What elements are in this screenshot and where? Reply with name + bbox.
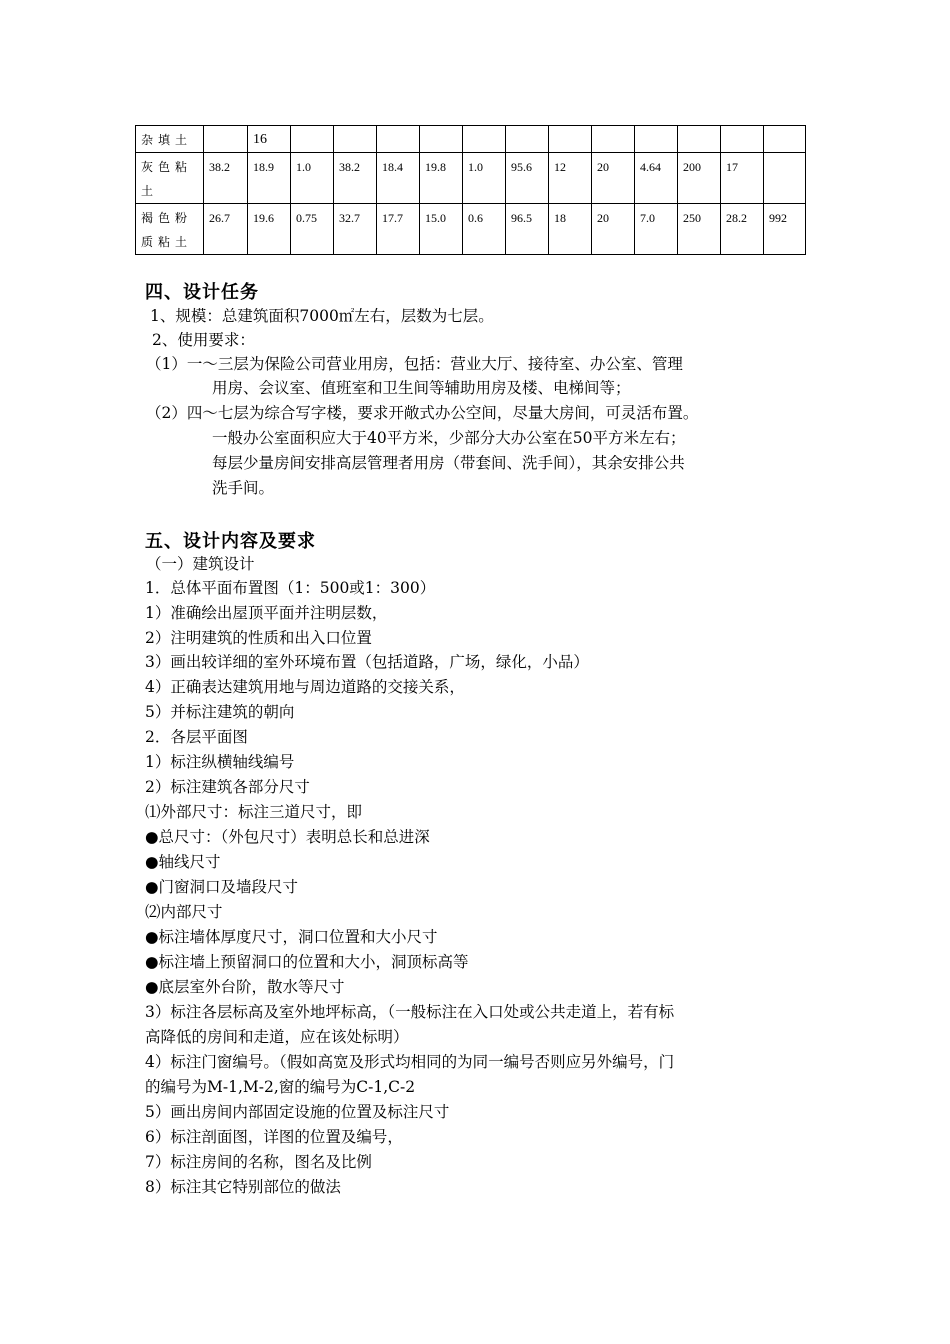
text-line: （1）一～三层为保险公司营业用房，包括：营业大厅、接待室、办公室、管理	[146, 355, 683, 373]
text-line: ●门窗洞口及墙段尺寸	[145, 878, 299, 896]
table-cell: 250	[678, 204, 721, 255]
table-cell: 17	[721, 153, 764, 204]
table-cell	[764, 153, 806, 204]
table-cell: 96.5	[506, 204, 549, 255]
table-cell: 4.64	[635, 153, 678, 204]
table-cell: 20	[592, 153, 635, 204]
table-cell: 0.6	[463, 204, 506, 255]
text-line: 5）画出房间内部固定设施的位置及标注尺寸	[145, 1103, 450, 1121]
section-5-title: 五、设计内容及要求	[145, 531, 316, 552]
table-cell	[420, 126, 463, 153]
text-line: ●轴线尺寸	[145, 853, 221, 871]
table-cell: 38.2	[204, 153, 248, 204]
table-cell	[506, 126, 549, 153]
text-line: 8）标注其它特别部位的做法	[145, 1178, 341, 1196]
text-line: 2）注明建筑的性质和出入口位置	[145, 629, 372, 647]
text-line: ⑵内部尺寸	[145, 903, 223, 921]
text-line: ●标注墙上预留洞口的位置和大小，洞顶标高等	[145, 953, 469, 971]
text-line: 洗手间。	[212, 479, 275, 497]
text-line: 6）标注剖面图，详图的位置及编号，	[145, 1128, 403, 1146]
table-cell	[592, 126, 635, 153]
table-cell	[678, 126, 721, 153]
text-line: 2．各层平面图	[145, 728, 248, 746]
table-row	[136, 153, 806, 204]
table-cell: 28.2	[721, 204, 764, 255]
soil-name-cell: 杂填土	[136, 126, 204, 153]
table-cell	[334, 126, 377, 153]
table-cell: 95.6	[506, 153, 549, 204]
table-cell: 19.6	[248, 204, 291, 255]
table-cell: 19.8	[420, 153, 463, 204]
table-cell	[721, 126, 764, 153]
table-cell	[549, 126, 592, 153]
table-cell: 0.75	[291, 204, 334, 255]
table-cell: 200	[678, 153, 721, 204]
table-cell	[291, 126, 334, 153]
table-cell	[204, 126, 248, 153]
text-line: 的编号为M-1,M-2,窗的编号为C-1,C-2	[145, 1078, 416, 1096]
table-cell: 38.2	[334, 153, 377, 204]
text-line: 每层少量房间安排高层管理者用房（带套间、洗手间），其余安排公共	[212, 454, 685, 472]
table-cell: 15.0	[420, 204, 463, 255]
text-line: ●底层室外台阶，散水等尺寸	[145, 978, 345, 996]
text-line: 2）标注建筑各部分尺寸	[145, 778, 310, 796]
text-line: 3）画出较详细的室外环境布置（包括道路，广场，绿化，小品）	[145, 653, 589, 671]
table-cell: 1.0	[463, 153, 506, 204]
table-cell: 12	[549, 153, 592, 204]
table-row	[136, 126, 806, 153]
text-line: 5）并标注建筑的朝向	[145, 703, 295, 721]
text-line: 4）正确表达建筑用地与周边道路的交接关系，	[145, 678, 465, 696]
table-row	[136, 204, 806, 255]
text-line: 一般办公室面积应大于40平方米，少部分大办公室在50平方米左右；	[212, 429, 686, 447]
table-cell: 20	[592, 204, 635, 255]
text-line: 1）标注纵横轴线编号	[145, 753, 295, 771]
table-cell: 26.7	[204, 204, 248, 255]
table-cell: 7.0	[635, 204, 678, 255]
text-line: ⑴外部尺寸：标注三道尺寸，即	[145, 803, 363, 821]
table-cell	[377, 126, 420, 153]
text-line: 用房、会议室、值班室和卫生间等辅助用房及楼、电梯间等；	[212, 379, 631, 397]
text-line: 4）标注门窗编号。（假如高宽及形式均相同的为同一编号否则应另外编号，门	[145, 1053, 675, 1071]
soil-name-cell: 灰色粘土	[136, 153, 204, 204]
table-cell: 18.4	[377, 153, 420, 204]
text-line: 7）标注房间的名称，图名及比例	[145, 1153, 372, 1171]
text-line: 2、使用要求：	[152, 331, 255, 349]
table-cell: 17.7	[377, 204, 420, 255]
table-cell: 18.9	[248, 153, 291, 204]
text-line: （2）四～七层为综合写字楼，要求开敞式办公空间，尽量大房间，可灵活布置。	[146, 404, 699, 422]
table-cell	[635, 126, 678, 153]
text-line: 高降低的房间和走道，应在该处标明）	[145, 1028, 409, 1046]
table-cell: 992	[764, 204, 806, 255]
text-line: 1、规模：总建筑面积7000㎡左右，层数为七层。	[150, 307, 494, 325]
table-cell	[463, 126, 506, 153]
soil-properties-table	[135, 125, 806, 255]
text-line: ●总尺寸：（外包尺寸）表明总长和总进深	[145, 828, 430, 846]
soil-name-cell: 褐色粉质粘土	[136, 204, 204, 255]
section-4-title: 四、设计任务	[145, 282, 259, 303]
text-line: （一）建筑设计	[146, 555, 255, 573]
table-cell: 16	[248, 126, 291, 153]
table-cell: 18	[549, 204, 592, 255]
text-line: 1）准确绘出屋顶平面并注明层数，	[145, 604, 388, 622]
table-cell	[764, 126, 806, 153]
text-line: 1．总体平面布置图（1：500或1：300）	[145, 579, 436, 597]
text-line: 3）标注各层标高及室外地坪标高，（一般标注在入口处或公共走道上，若有标	[145, 1003, 675, 1021]
table-cell: 1.0	[291, 153, 334, 204]
table-cell: 32.7	[334, 204, 377, 255]
text-line: ●标注墙体厚度尺寸，洞口位置和大小尺寸	[145, 928, 438, 946]
